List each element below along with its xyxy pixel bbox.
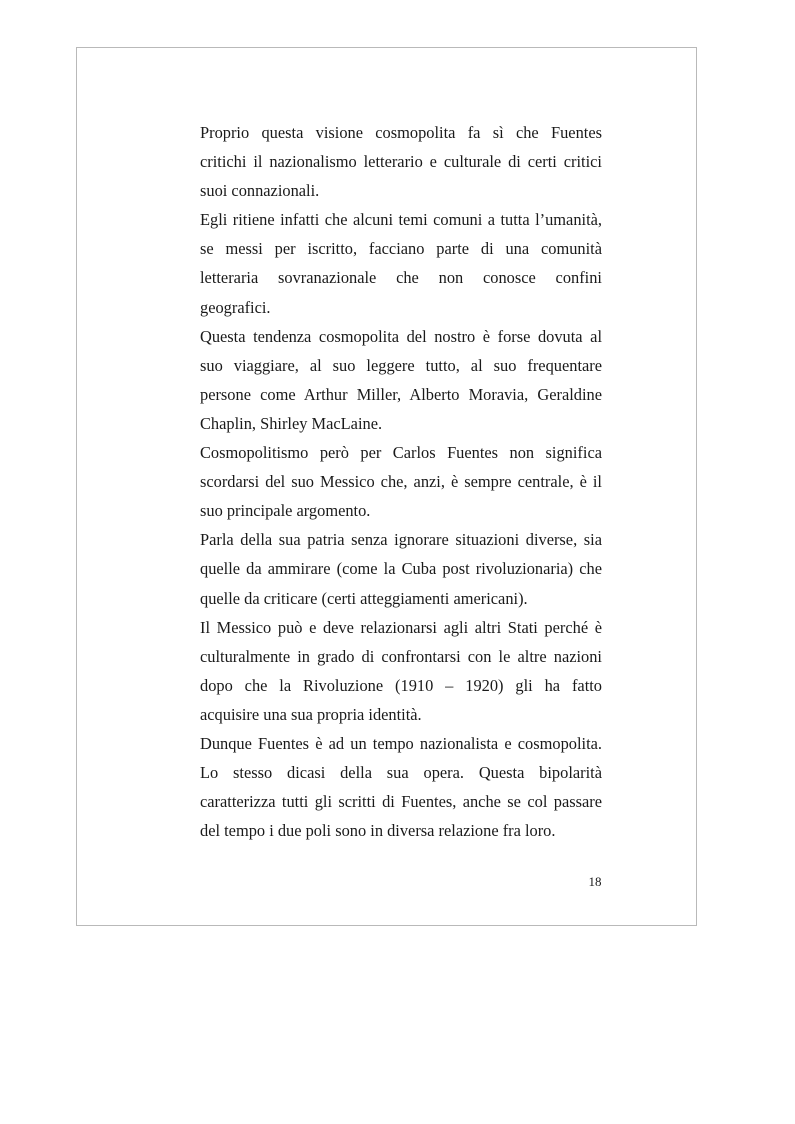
- text-line: Parla della sua patria senza ignorare situazioni diverse, sia: [200, 530, 602, 550]
- body-text: [200, 118, 602, 845]
- text-line: Cosmopolitismo però per Carlos Fuentes non significa: [200, 443, 602, 463]
- text-line: acquisire una sua propria identità.: [200, 704, 422, 724]
- text-line: Lo stesso dicasi della sua opera. Questa bipolarità: [200, 763, 602, 783]
- text-line: letteraria sovranazionale che non conosce confini: [200, 268, 602, 288]
- text-line: Egli ritiene infatti che alcuni temi comuni a tutta l’umanità,: [200, 210, 602, 230]
- text-line: Proprio questa visione cosmopolita fa sì che Fuentes: [200, 123, 602, 142]
- text-line: persone come Arthur Miller, Alberto Moravia, Geraldine: [200, 384, 602, 404]
- text-line: suoi connazionali.: [200, 181, 320, 201]
- text-line: Questa tendenza cosmopolita del nostro è forse dovuta al: [200, 326, 602, 346]
- text-line: del tempo i due poli sono in diversa relazione fra loro.: [200, 821, 556, 841]
- text-line: caratterizza tutti gli scritti di Fuentes, anche se col passare: [200, 792, 602, 812]
- text-line: se messi per iscritto, facciano parte di una comunità: [200, 239, 602, 259]
- text-line: quelle da ammirare (come la Cuba post rivoluzionaria) che: [200, 559, 602, 579]
- text-line: Il Messico può e deve relazionarsi agli altri Stati perché è: [200, 617, 602, 637]
- text-line: dopo che la Rivoluzione (1910 – 1920) gli ha fatto: [200, 675, 602, 695]
- text-line: geografici.: [200, 297, 271, 317]
- text-line: Chaplin, Shirley MacLaine.: [200, 413, 383, 433]
- text-line: suo viaggiare, al suo leggere tutto, al suo frequentare: [200, 355, 602, 375]
- text-line: suo principale argomento.: [200, 501, 371, 521]
- text-line: quelle da criticare (certi atteggiamenti americani).: [200, 588, 528, 608]
- page-number: 18: [588, 874, 602, 889]
- text-line: critichi il nazionalismo letterario e culturale di certi critici: [200, 152, 602, 172]
- text-line: culturalmente in grado di confrontarsi con le altre nazioni: [200, 646, 602, 666]
- text-line: Dunque Fuentes è ad un tempo nazionalista e cosmopolita.: [200, 733, 602, 753]
- text-line: scordarsi del suo Messico che, anzi, è sempre centrale, è il: [200, 472, 602, 492]
